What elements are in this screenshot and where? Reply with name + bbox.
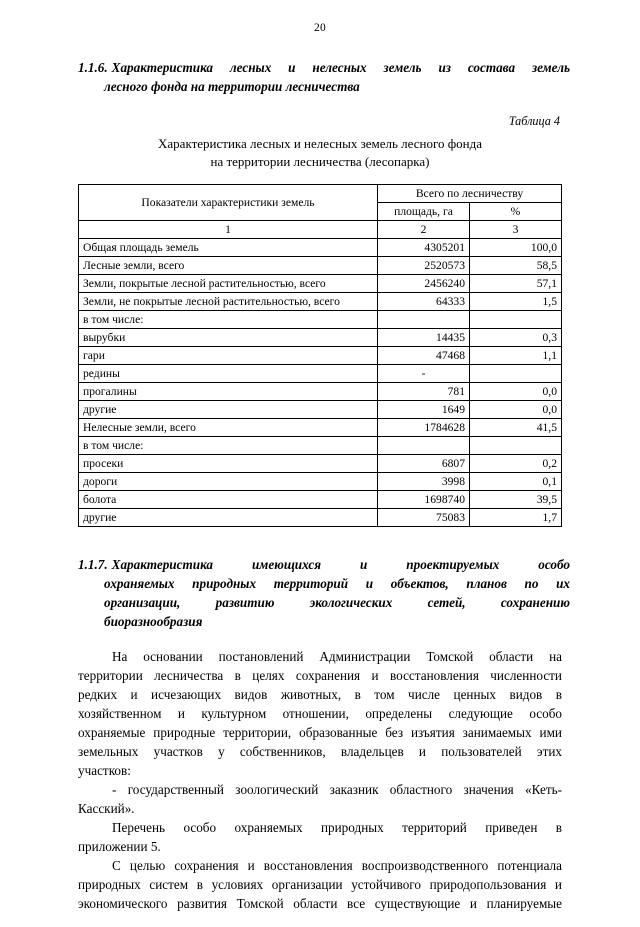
row-area-value: 1784628 [378, 419, 470, 437]
table-row [79, 293, 562, 311]
row-label: другие [79, 509, 378, 527]
header-area-ha: площадь, га [378, 203, 470, 221]
header-col-number-2: 2 [378, 221, 470, 239]
row-area-value: - [378, 365, 470, 383]
table-row [79, 257, 562, 275]
row-label: вырубки [79, 329, 378, 347]
table-header-row-numbers [79, 221, 562, 239]
row-percent-value [470, 437, 562, 455]
paragraph-line: земельных участков у собственников, владельцев и пользователей этих [78, 744, 562, 759]
row-percent-value: 0,1 [470, 473, 562, 491]
table-row [79, 509, 562, 527]
row-area-value [378, 437, 470, 455]
section-heading-1-1-7-line-1 [78, 555, 570, 574]
row-area-value: 3998 [378, 473, 470, 491]
row-percent-value: 58,5 [470, 257, 562, 275]
row-label: болота [79, 491, 378, 509]
paragraph [78, 780, 562, 818]
row-area-value: 6807 [378, 455, 470, 473]
table-row [79, 401, 562, 419]
row-percent-value: 57,1 [470, 275, 562, 293]
row-percent-value: 0,0 [470, 383, 562, 401]
row-area-value: 1698740 [378, 491, 470, 509]
table-header [79, 185, 562, 239]
table-row [79, 329, 562, 347]
paragraph-line: Перечень особо охраняемых природных территорий приведен в [112, 820, 562, 835]
row-area-value: 14435 [378, 329, 470, 347]
row-area-value: 1649 [378, 401, 470, 419]
row-percent-value: 1,5 [470, 293, 562, 311]
table-row [79, 311, 562, 329]
body-text [78, 647, 562, 913]
row-area-value: 64333 [378, 293, 470, 311]
paragraph-line: природных систем в условиях организации устойчивого природопользования и [78, 877, 562, 892]
header-col-number-3: 3 [470, 221, 562, 239]
document-page [0, 22, 640, 927]
paragraph-line: - государственный зоологический заказник областного значения «Кеть- [112, 782, 562, 797]
table-row [79, 347, 562, 365]
row-label: прогалины [79, 383, 378, 401]
paragraph-line: На основании постановлений Администрации Томской области на [112, 649, 562, 664]
section-heading-1-1-7-line-2: охраняемых природных территорий и объектов, планов по их [104, 576, 570, 591]
row-percent-value: 41,5 [470, 419, 562, 437]
table-row [79, 491, 562, 509]
row-area-value: 2456240 [378, 275, 470, 293]
section-heading-1-1-6-line-1 [78, 58, 570, 77]
table-title [78, 135, 562, 170]
table-row [79, 455, 562, 473]
page-number: 20 [313, 22, 327, 34]
row-label: в том числе: [79, 311, 378, 329]
paragraph-line: территории лесничества в целях сохранения и восстановления численности [78, 668, 562, 683]
paragraph-line-last: Касский». [78, 801, 135, 816]
section-heading-1-1-7-line-3: организации, развитию экологических сетей, сохранению [104, 595, 570, 610]
row-label: редины [79, 365, 378, 383]
row-percent-value [470, 311, 562, 329]
section-heading-1-1-6-text-1: Характеристика лесных и нелесных земель из состава земель [111, 60, 570, 75]
section-heading-1-1-7 [78, 555, 570, 631]
row-percent-value: 0,3 [470, 329, 562, 347]
section-number-1-1-6: 1.1.6. [78, 60, 108, 75]
row-label: Общая площадь земель [79, 239, 378, 257]
row-label: другие [79, 401, 378, 419]
row-label: Нелесные земли, всего [79, 419, 378, 437]
table-row [79, 239, 562, 257]
paragraph-line-last: участков: [78, 763, 131, 778]
table-row [79, 419, 562, 437]
paragraph-line: редких и исчезающих видов животных, в том числе ценных видов в [78, 687, 562, 702]
row-area-value: 75083 [378, 509, 470, 527]
table-title-line-1: Характеристика лесных и нелесных земель лесного фонда [158, 136, 482, 151]
section-heading-1-1-6-line-2: лесного фонда на территории лесничества [104, 79, 360, 94]
row-percent-value: 0,0 [470, 401, 562, 419]
row-label: Лесные земли, всего [79, 257, 378, 275]
row-percent-value: 0,2 [470, 455, 562, 473]
land-characteristics-table [78, 184, 562, 527]
row-area-value: 47468 [378, 347, 470, 365]
table-row [79, 275, 562, 293]
header-group-total: Всего по лесничеству [378, 185, 562, 203]
table-label: Таблица 4 [508, 114, 560, 128]
paragraph-line: охраняемые природные территории, образованные без изъятия занимаемых ими [78, 725, 562, 740]
paragraph-line-last: приложении 5. [78, 839, 161, 854]
paragraph [78, 856, 562, 913]
table-title-line-2: на территории лесничества (лесопарка) [210, 153, 430, 169]
table-body [79, 239, 562, 527]
section-heading-1-1-6 [78, 58, 570, 96]
row-percent-value [470, 365, 562, 383]
row-label: просеки [79, 455, 378, 473]
row-label: Земли, не покрытые лесной растительностью, всего [79, 293, 378, 311]
row-percent-value: 39,5 [470, 491, 562, 509]
paragraph-line: хозяйственном и культурном отношении, определены следующие особо [78, 706, 562, 721]
paragraph [78, 647, 562, 780]
header-percent: % [470, 203, 562, 221]
paragraph-line: С целью сохранения и восстановления воспроизводственного потенциала [112, 858, 562, 873]
row-percent-value: 1,7 [470, 509, 562, 527]
header-col-number-1: 1 [79, 221, 378, 239]
paragraph [78, 818, 562, 856]
row-label: гари [79, 347, 378, 365]
row-label: дороги [79, 473, 378, 491]
row-label: в том числе: [79, 437, 378, 455]
table-header-row-titles [79, 185, 562, 203]
row-area-value: 781 [378, 383, 470, 401]
table-row [79, 437, 562, 455]
header-indicators: Показатели характеристики земель [79, 185, 378, 221]
table-row [79, 473, 562, 491]
paragraph-line: экономического развития Томской области все существующие и планируемые [78, 896, 562, 911]
row-area-value: 2520573 [378, 257, 470, 275]
row-percent-value: 100,0 [470, 239, 562, 257]
table-row [79, 365, 562, 383]
row-area-value: 4305201 [378, 239, 470, 257]
row-area-value [378, 311, 470, 329]
row-percent-value: 1,1 [470, 347, 562, 365]
section-heading-1-1-7-text-1: Характеристика имеющихся и проектируемых особо [111, 557, 570, 572]
row-label: Земли, покрытые лесной растительностью, всего [79, 275, 378, 293]
section-heading-1-1-7-line-4: биоразнообразия [104, 614, 203, 629]
section-number-1-1-7: 1.1.7. [78, 557, 108, 572]
table-row [79, 383, 562, 401]
